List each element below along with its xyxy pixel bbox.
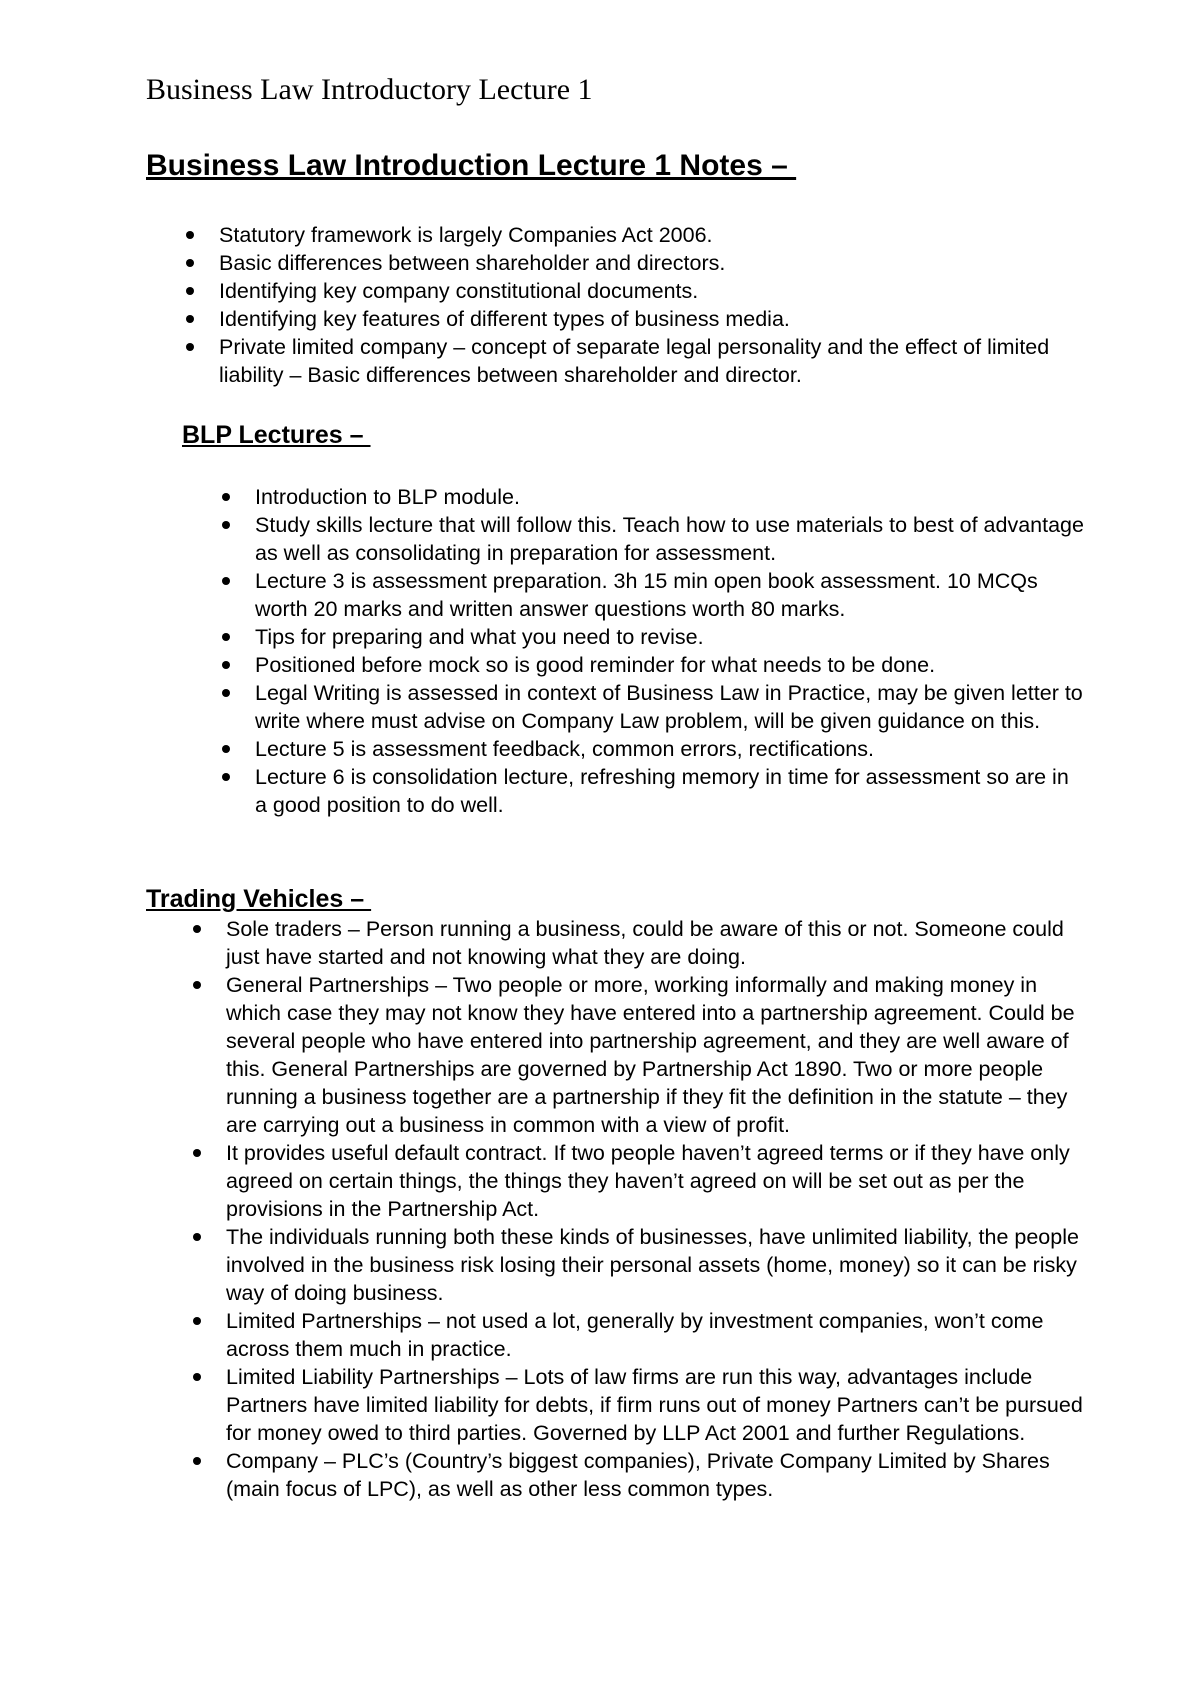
list-item — [226, 1223, 1086, 1307]
list-item — [255, 483, 1085, 511]
trading-vehicles-list — [226, 915, 1086, 1503]
list-item-text: Tips for preparing and what you need to revise. — [255, 625, 704, 649]
bullet-icon — [222, 661, 230, 669]
bullet-icon — [222, 689, 230, 697]
list-item — [255, 567, 1085, 623]
bullet-icon — [186, 259, 194, 267]
list-item — [219, 277, 1079, 305]
bullet-icon — [186, 315, 194, 323]
list-item — [226, 971, 1086, 1139]
intro-list — [219, 221, 1079, 389]
bullet-icon — [193, 1373, 201, 1381]
bullet-icon — [193, 1233, 201, 1241]
list-item-text: Identifying key features of different types of business media. — [219, 307, 790, 331]
list-item — [219, 221, 1079, 249]
bullet-icon — [222, 577, 230, 585]
list-item-text: Lecture 3 is assessment preparation. 3h 15 min open book assessment. 10 MCQs worth 20 marks and written answer questions worth 80 marks. — [255, 569, 1038, 621]
list-item-text: Limited Partnerships – not used a lot, generally by investment companies, won’t come across them much in practice. — [226, 1309, 1044, 1361]
list-item-text: Sole traders – Person running a business, could be aware of this or not. Someone could just have started and not knowing what they are doing. — [226, 917, 1064, 969]
bullet-icon — [186, 287, 194, 295]
list-item — [226, 1307, 1086, 1363]
list-item — [226, 915, 1086, 971]
list-item — [219, 333, 1079, 389]
list-item — [255, 623, 1085, 651]
list-item-text: Identifying key company constitutional documents. — [219, 279, 699, 303]
bullet-icon — [222, 633, 230, 641]
list-item-text: Lecture 5 is assessment feedback, common errors, rectifications. — [255, 737, 874, 761]
list-item — [255, 679, 1085, 735]
section-heading-trading-vehicles: Trading Vehicles – — [146, 885, 372, 913]
bullet-icon — [193, 925, 201, 933]
page-title: Business Law Introduction Lecture 1 Notes – — [146, 149, 797, 182]
bullet-icon — [186, 343, 194, 351]
bullet-icon — [222, 521, 230, 529]
list-item — [226, 1363, 1086, 1447]
list-item-text: Positioned before mock so is good reminder for what needs to be done. — [255, 653, 936, 677]
list-item-text: Lecture 6 is consolidation lecture, refreshing memory in time for assessment so are in a good position to do well. — [255, 765, 1069, 817]
list-item — [255, 651, 1085, 679]
bullet-icon — [193, 1149, 201, 1157]
bullet-icon — [222, 745, 230, 753]
bullet-icon — [193, 1457, 201, 1465]
list-item-text: Basic differences between shareholder and directors. — [219, 251, 726, 275]
list-item — [255, 763, 1085, 819]
list-item-text: It provides useful default contract. If two people haven’t agreed terms or if they have only agreed on certain things, the things they haven’t agreed on will be set out as per the provisions in the Partnership Act. — [226, 1141, 1070, 1221]
list-item — [255, 511, 1085, 567]
list-item-text: Private limited company – concept of separate legal personality and the effect of limited liability – Basic differences between shareholder and director. — [219, 335, 1050, 387]
list-item — [219, 249, 1079, 277]
list-item-text: Statutory framework is largely Companies Act 2006. — [219, 223, 713, 247]
list-item-text: Limited Liability Partnerships – Lots of law firms are run this way, advantages include Partners have limited liability for debts, if firm runs out of money Partners can’t be pursued for money owed to third parties. Governed by LLP Act 2001 and further Regulations. — [226, 1365, 1083, 1445]
bullet-icon — [222, 493, 230, 501]
bullet-icon — [193, 1317, 201, 1325]
bullet-icon — [186, 231, 194, 239]
bullet-icon — [222, 773, 230, 781]
list-item — [226, 1447, 1086, 1503]
list-item — [219, 305, 1079, 333]
list-item-text: General Partnerships – Two people or more, working informally and making money in which case they may not know they have entered into a partnership agreement. Could be several people who have entered into partnership agreement, and they are well aware of this. General Partnerships are governed by Partnership Act 1890. Two or more people running a business together are a partnership if they fit the definition in the statute – they are carrying out a business in common with a view of profit. — [226, 973, 1075, 1137]
blp-list — [255, 483, 1085, 819]
running-header: Business Law Introductory Lecture 1 — [146, 73, 593, 106]
list-item-text: The individuals running both these kinds of businesses, have unlimited liability, the people involved in the business risk losing their personal assets (home, money) so it can be risky way of doing business. — [226, 1225, 1079, 1305]
list-item — [226, 1139, 1086, 1223]
list-item-text: Legal Writing is assessed in context of Business Law in Practice, may be given letter to write where must advise on Company Law problem, will be given guidance on this. — [255, 681, 1083, 733]
list-item-text: Company – PLC’s (Country’s biggest companies), Private Company Limited by Shares (main focus of LPC), as well as other less common types. — [226, 1449, 1050, 1501]
list-item-text: Study skills lecture that will follow this. Teach how to use materials to best of advantage as well as consolidating in preparation for assessment. — [255, 513, 1084, 565]
list-item — [255, 735, 1085, 763]
bullet-icon — [193, 981, 201, 989]
section-heading-blp: BLP Lectures – — [182, 421, 371, 449]
list-item-text: Introduction to BLP module. — [255, 485, 520, 509]
